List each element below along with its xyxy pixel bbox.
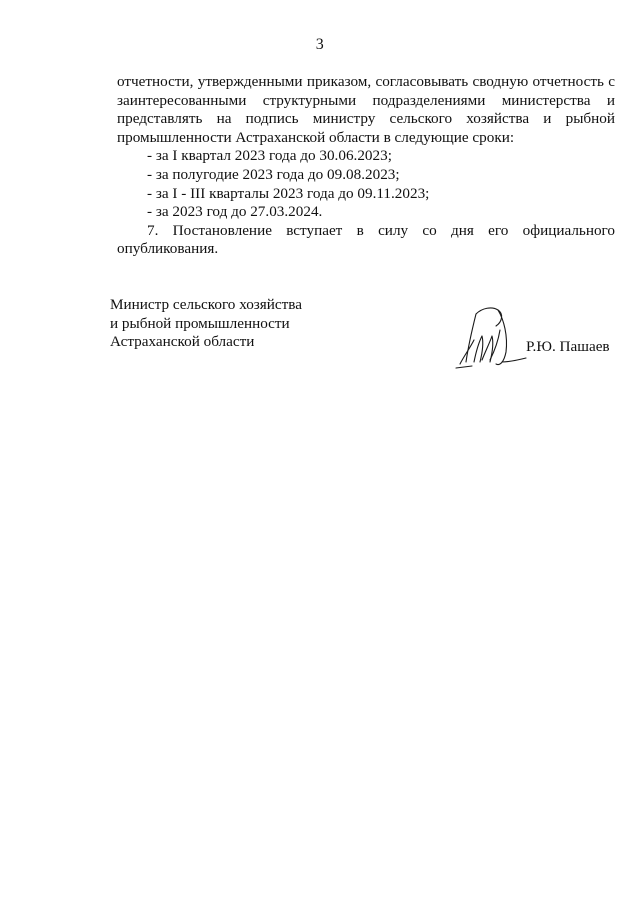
handwritten-signature	[452, 300, 532, 372]
signatory-title-line: Министр сельского хозяйства	[110, 296, 303, 313]
signatory-title-line: Астраханской области	[110, 333, 255, 351]
signatory-title	[110, 296, 302, 352]
signer-name: Р.Ю. Пашаев	[526, 338, 610, 355]
deadline-list	[117, 147, 615, 221]
deadline-item: - за полугодие 2023 года до 09.08.2023;	[147, 165, 400, 183]
deadline-item: - за 2023 год до 27.03.2024.	[147, 203, 323, 221]
page-number: 3	[315, 36, 325, 53]
effective-date-paragraph: 7. Постановление вступает в силу со дня его официального опубликования.	[117, 221, 615, 258]
intro-paragraph: отчетности, утвержденными приказом, согласовывать сводную отчетность с заинтересованными структурными подразделениями министерства и представлять на подпись министру сельского хозяйства и рыбной промышленности Астраханской области в следующие сроки:	[117, 73, 615, 146]
document-body	[117, 73, 615, 259]
signatory-title-line: и рыбной промышленности	[110, 314, 290, 332]
deadline-item: - за I - III кварталы 2023 года до 09.11.2023;	[147, 184, 430, 202]
deadline-item: - за I квартал 2023 года до 30.06.2023;	[147, 147, 392, 165]
